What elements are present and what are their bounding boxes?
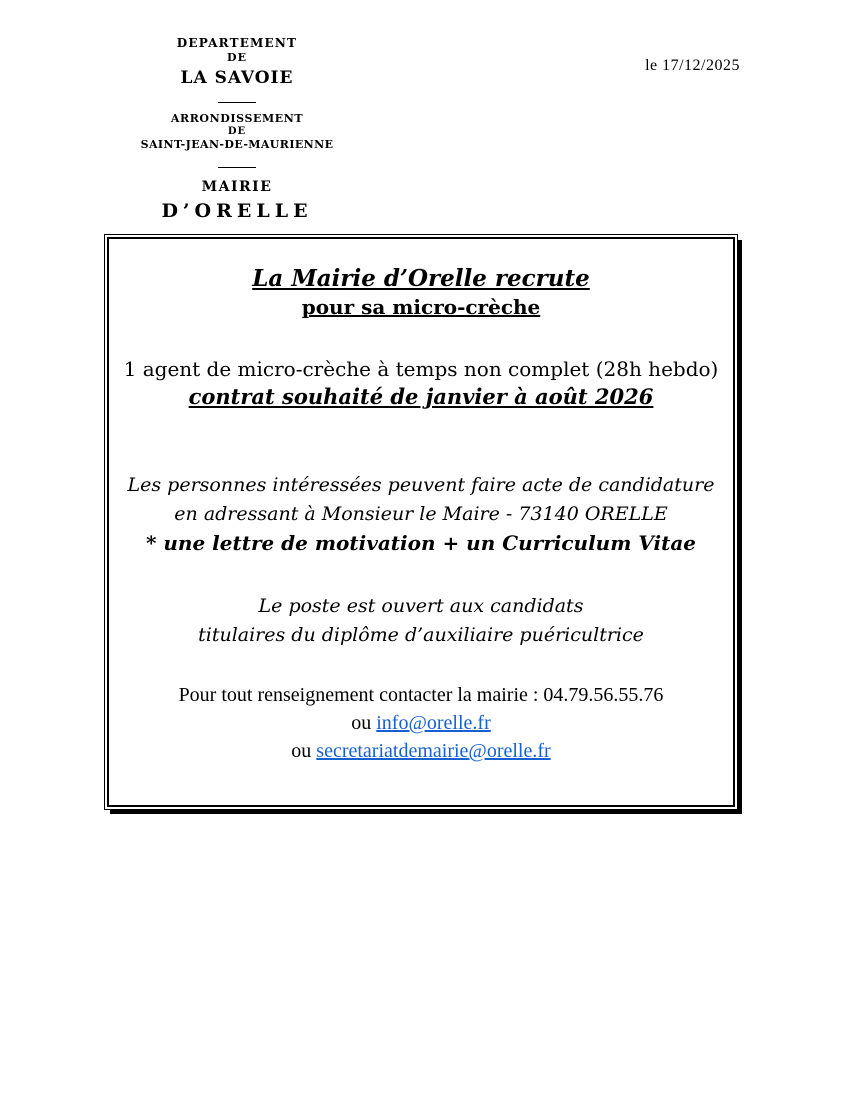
- notice-title-line1: La Mairie d’Orelle recrute: [252, 265, 590, 292]
- apply-line3: * une lettre de motivation + un Curriculum Vitae: [145, 531, 697, 556]
- letterhead-de-2: DE: [227, 125, 247, 137]
- apply-line1: Les personnes intéressées peuvent faire acte de candidature: [127, 474, 715, 497]
- notice-title-line2: pour sa micro-crèche: [301, 294, 541, 319]
- letterhead: [103, 36, 371, 223]
- or-label-1: ou: [351, 712, 377, 735]
- separator-rule-1: [218, 102, 256, 103]
- contact-paragraph: [117, 681, 725, 765]
- contact-email-line1: [117, 709, 725, 737]
- notice-box: [104, 234, 738, 810]
- notice-box-inner: [107, 237, 735, 807]
- letterhead-la-savoie: LA SAVOIE: [180, 67, 294, 88]
- separator-rule-2: [218, 167, 256, 168]
- letterhead-de-1: DE: [227, 51, 247, 64]
- or-label-2: ou: [291, 740, 317, 763]
- apply-line2: en adressant à Monsieur le Maire - 73140 ORELLE: [174, 502, 668, 525]
- letterhead-arrondissement: ARRONDISSEMENT: [170, 112, 304, 125]
- eligibility-line1: Le poste est ouvert aux candidats: [258, 595, 584, 618]
- letterhead-dorelle: D’ORELLE: [161, 199, 313, 222]
- eligibility-line2: titulaires du diplôme d’auxiliaire puéricultrice: [198, 623, 644, 646]
- contact-email-line2: [117, 737, 725, 765]
- document-date: le 17/12/2025: [645, 57, 740, 74]
- letterhead-saint-jean-de-maurienne: SAINT-JEAN-DE-MAURIENNE: [140, 138, 334, 152]
- contract-line: contrat souhaité de janvier à août 2026: [188, 383, 654, 409]
- letterhead-mairie: MAIRIE: [201, 179, 273, 195]
- letterhead-departement: DEPARTEMENT: [176, 36, 298, 50]
- position-line: 1 agent de micro-crèche à temps non complet (28h hebdo): [123, 356, 719, 381]
- email-link-info[interactable]: info@orelle.fr: [376, 712, 491, 735]
- contact-line: Pour tout renseignement contacter la mairie : 04.79.56.55.76: [178, 684, 664, 707]
- email-link-secretariat[interactable]: secretariatdemairie@orelle.fr: [316, 740, 551, 763]
- apply-paragraph: [117, 471, 725, 558]
- eligibility-paragraph: [117, 592, 725, 649]
